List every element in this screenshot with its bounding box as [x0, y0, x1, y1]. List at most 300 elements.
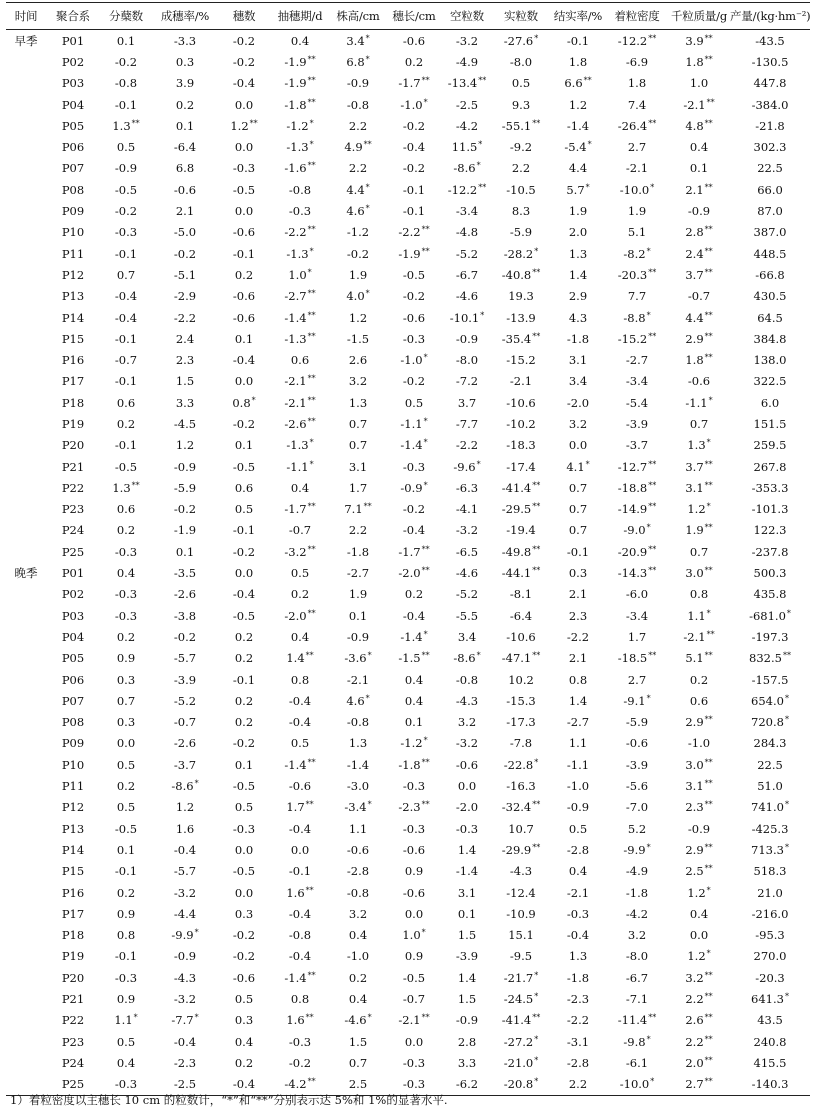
empty-grains-cell: -6.2	[442, 1074, 492, 1096]
season-cell	[6, 264, 46, 285]
panicle-length-cell: -1.4*	[400, 438, 428, 453]
filled-grains-cell: -15.2	[506, 353, 536, 368]
table-body	[6, 30, 810, 1096]
seed-setting-rate-cell: -1.8	[566, 331, 590, 346]
tiller-number-cell: -0.3	[114, 587, 138, 602]
filled-grains-cell: -10.5	[506, 182, 536, 197]
thousand-grain-weight-cell: 0.8	[689, 587, 709, 602]
panicle-number-cell: -0.2	[232, 33, 256, 48]
yield-cell: 713.3*	[751, 842, 789, 857]
panicle-rate-cell: -4.3	[173, 970, 197, 985]
panicle-number-cell: 0.4	[234, 1034, 254, 1049]
panicle-number-cell: 0.1	[234, 438, 254, 453]
plant-height-cell: 6.8*	[346, 54, 370, 69]
panicle-rate-cell: -6.4	[173, 140, 197, 155]
seed-setting-rate-cell: 2.9	[568, 289, 588, 304]
filled-grains-cell: -10.9	[506, 906, 536, 921]
heading-date-cell: 0.4	[290, 480, 310, 495]
table-row	[6, 435, 810, 456]
panicle-length-cell: -1.2*	[400, 736, 428, 751]
heading-date-cell: 0.4	[290, 33, 310, 48]
panicle-rate-cell: 1.2	[175, 438, 195, 453]
panicle-length-cell: -0.6	[402, 885, 426, 900]
table-row	[6, 264, 810, 285]
empty-grains-cell: -6.3	[455, 480, 479, 495]
filled-grains-cell: -35.4**	[501, 331, 541, 346]
yield-cell: -95.3	[755, 928, 785, 943]
cluster-cell: P10	[61, 225, 85, 240]
heading-date-cell: -2.6**	[284, 416, 316, 431]
tiller-number-cell: 0.9	[116, 651, 136, 666]
yield-cell: 720.8*	[751, 715, 789, 730]
significance-mark: *	[367, 800, 372, 810]
filled-grains-cell: 15.1	[508, 928, 534, 943]
significance-mark: **	[648, 331, 657, 341]
panicle-rate-cell: -0.9	[173, 949, 197, 964]
significance-mark: *	[194, 1013, 199, 1023]
significance-mark: *	[784, 992, 789, 1001]
heading-date-cell: -0.4	[288, 949, 312, 964]
yield-cell: 122.3	[753, 523, 787, 538]
cluster-cell: P18	[61, 395, 85, 410]
panicle-number-cell: -0.6	[232, 310, 256, 325]
table-row	[6, 924, 810, 945]
significance-mark: **	[532, 800, 541, 810]
panicle-rate-cell: -2.6	[173, 587, 197, 602]
significance-mark: **	[307, 225, 316, 235]
panicle-number-cell: 0.1	[234, 757, 254, 772]
panicle-rate-cell: 0.3	[175, 54, 195, 69]
panicle-rate-cell: 0.1	[175, 118, 195, 133]
season-cell	[6, 456, 46, 477]
significance-mark: *	[194, 928, 199, 938]
significance-mark: **	[704, 842, 713, 852]
thousand-grain-weight-cell: 2.9**	[685, 331, 713, 346]
heading-date-cell: -0.4	[288, 715, 312, 730]
significance-mark: **	[478, 76, 487, 86]
cluster-cell: P20	[61, 970, 85, 985]
table-row	[6, 328, 810, 349]
significance-mark: **	[704, 225, 713, 235]
seed-setting-rate-cell: -2.2	[566, 1013, 590, 1028]
grain-density-cell: -6.0	[625, 587, 649, 602]
significance-mark: **	[307, 544, 316, 554]
empty-grains-cell: -3.2	[455, 33, 479, 48]
grain-density-cell: -5.4	[625, 395, 649, 410]
yield-cell: -101.3	[751, 502, 789, 517]
empty-grains-cell: -8.6*	[453, 651, 481, 666]
thousand-grain-weight-cell: 2.6**	[685, 1013, 713, 1028]
seed-setting-rate-cell: 0.3	[568, 566, 588, 581]
season-cell	[6, 988, 46, 1009]
season-cell	[6, 1052, 46, 1073]
significance-mark: **	[704, 33, 713, 43]
thousand-grain-weight-cell: 2.3**	[685, 800, 713, 815]
heading-date-cell: 0.8	[290, 672, 310, 687]
cluster-cell: P21	[61, 459, 85, 474]
season-cell	[6, 520, 46, 541]
plant-height-cell: 1.7	[348, 480, 368, 495]
yield-cell: 21.0	[757, 885, 783, 900]
panicle-rate-cell: 1.2	[175, 800, 195, 815]
cluster-cell: P03	[61, 608, 85, 623]
panicle-rate-cell: -3.5	[173, 566, 197, 581]
panicle-number-cell: 0.2	[234, 651, 254, 666]
panicle-rate-cell: -3.9	[173, 672, 197, 687]
plant-height-cell: 1.2	[348, 310, 368, 325]
seed-setting-rate-cell: -2.8	[566, 842, 590, 857]
empty-grains-cell: -12.2**	[447, 182, 487, 197]
panicle-rate-cell: -0.6	[173, 182, 197, 197]
cluster-cell: P05	[61, 118, 85, 133]
season-cell	[6, 541, 46, 562]
significance-mark: *	[478, 140, 483, 150]
significance-mark: **	[421, 225, 430, 235]
significance-mark: **	[131, 480, 140, 490]
empty-grains-cell: -2.0	[455, 800, 479, 815]
panicle-length-cell: -0.3	[402, 1055, 426, 1070]
panicle-rate-cell: 0.2	[175, 97, 195, 112]
panicle-length-cell: 0.0	[404, 1034, 424, 1049]
filled-grains-cell: -16.3	[506, 779, 536, 794]
season-cell	[6, 775, 46, 796]
season-cell	[6, 73, 46, 94]
cluster-cell: P05	[61, 651, 85, 666]
significance-mark: *	[309, 438, 314, 448]
tiller-number-cell: 1.3**	[112, 480, 140, 495]
heading-date-cell: -1.3**	[284, 331, 316, 346]
yield-cell: -197.3	[751, 629, 789, 644]
grain-density-cell: -14.9**	[617, 502, 657, 517]
yield-cell: -681.0*	[749, 608, 791, 623]
significance-mark: **	[532, 544, 541, 554]
table-row	[6, 222, 810, 243]
grain-density-cell: 1.9	[627, 204, 647, 219]
cluster-cell: P24	[61, 1055, 85, 1070]
plant-height-cell: 4.4*	[346, 182, 370, 197]
season-cell	[6, 924, 46, 945]
significance-mark: *	[585, 459, 590, 469]
grain-density-cell: -20.9**	[617, 544, 657, 559]
significance-mark: **	[532, 842, 541, 852]
cluster-cell: P06	[61, 140, 85, 155]
grain-density-cell: -8.2*	[623, 246, 651, 261]
panicle-rate-cell: 0.1	[175, 544, 195, 559]
panicle-length-cell: -2.0**	[398, 566, 430, 581]
filled-grains-cell: -41.4**	[501, 480, 541, 495]
panicle-rate-cell: -0.9	[173, 459, 197, 474]
filled-grains-cell: -6.4	[509, 608, 533, 623]
panicle-length-cell: -1.7**	[398, 76, 430, 91]
yield-cell: 447.8	[753, 76, 787, 91]
panicle-length-cell: -1.0*	[400, 97, 428, 112]
table-row	[6, 988, 810, 1009]
significance-mark: *	[365, 182, 370, 192]
empty-grains-cell: -7.2	[455, 374, 479, 389]
grain-density-cell: -0.6	[625, 736, 649, 751]
header-panicle-length: 穗长/cm	[386, 3, 442, 30]
table-row	[6, 200, 810, 221]
season-cell	[6, 648, 46, 669]
panicle-rate-cell: -4.5	[173, 416, 197, 431]
panicle-rate-cell: 1.5	[175, 374, 195, 389]
heading-date-cell: 1.6**	[286, 1013, 314, 1028]
significance-mark: *	[786, 608, 791, 618]
significance-mark: *	[423, 353, 428, 363]
significance-mark: **	[532, 1013, 541, 1023]
plant-height-cell: 4.0*	[346, 289, 370, 304]
filled-grains-cell: -21.0*	[503, 1055, 539, 1070]
cluster-cell: P15	[61, 331, 85, 346]
panicle-number-cell: -0.1	[232, 246, 256, 261]
significance-mark: *	[367, 651, 372, 661]
table-row	[6, 861, 810, 882]
seed-setting-rate-cell: -0.1	[566, 33, 590, 48]
table-row	[6, 477, 810, 498]
panicle-length-cell: -0.1	[402, 182, 426, 197]
header-filled-grains: 实粒数	[492, 3, 550, 30]
tiller-number-cell: 0.5	[116, 1034, 136, 1049]
yield-cell: -140.3	[730, 1074, 810, 1096]
filled-grains-cell: 0.5	[511, 76, 531, 91]
panicle-length-cell: -0.2	[402, 502, 426, 517]
thousand-grain-weight-cell: -0.9	[687, 204, 711, 219]
cluster-cell: P17	[61, 906, 85, 921]
significance-mark: **	[532, 566, 541, 576]
filled-grains-cell: -27.2*	[503, 1034, 539, 1049]
heading-date-cell: -0.4	[288, 821, 312, 836]
yield-cell: 654.0*	[751, 693, 789, 708]
panicle-number-cell: 0.3	[234, 1013, 254, 1028]
season-cell	[6, 349, 46, 370]
table-row	[6, 541, 810, 562]
header-heading-date: 抽穗期/d	[270, 3, 330, 30]
panicle-number-cell: -0.4	[232, 587, 256, 602]
panicle-number-cell: 0.3	[234, 906, 254, 921]
tiller-number-cell: -0.1	[114, 374, 138, 389]
seed-setting-rate-cell: 0.4	[568, 864, 588, 879]
filled-grains-cell: 19.3	[508, 289, 534, 304]
panicle-rate-cell: -0.4	[173, 1034, 197, 1049]
significance-mark: **	[532, 118, 541, 128]
filled-grains-cell: -17.4	[506, 459, 536, 474]
filled-grains-cell: 10.7	[508, 821, 534, 836]
filled-grains-cell: -41.4**	[501, 1013, 541, 1028]
table-row	[6, 136, 810, 157]
significance-mark: *	[784, 800, 789, 810]
heading-date-cell: 1.6**	[286, 885, 314, 900]
yield-cell: 448.5	[753, 246, 787, 261]
season-cell	[6, 115, 46, 136]
plant-height-cell: 0.4	[348, 928, 368, 943]
tiller-number-cell: -0.5	[114, 821, 138, 836]
season-cell	[6, 818, 46, 839]
panicle-rate-cell: -3.2	[173, 885, 197, 900]
filled-grains-cell: -17.3	[506, 715, 536, 730]
plant-height-cell: 2.2	[348, 161, 368, 176]
plant-height-cell: -4.6*	[344, 1013, 372, 1028]
tiller-number-cell: 0.5	[116, 800, 136, 815]
significance-mark: **	[421, 246, 430, 256]
season-cell	[6, 903, 46, 924]
panicle-length-cell: -2.3**	[398, 800, 430, 815]
plant-height-cell: 0.7	[348, 1055, 368, 1070]
significance-mark: *	[367, 1013, 372, 1023]
empty-grains-cell: -4.9	[455, 54, 479, 69]
empty-grains-cell: -8.0	[455, 353, 479, 368]
heading-date-cell: 0.2	[290, 587, 310, 602]
seed-setting-rate-cell: 1.4	[568, 693, 588, 708]
thousand-grain-weight-cell: 0.4	[689, 906, 709, 921]
tiller-number-cell: 0.8	[116, 928, 136, 943]
significance-mark: *	[646, 310, 651, 320]
empty-grains-cell: -4.6	[455, 289, 479, 304]
yield-cell: 151.5	[753, 416, 787, 431]
panicle-number-cell: 0.2	[234, 629, 254, 644]
plant-height-cell: 0.2	[348, 970, 368, 985]
panicle-length-cell: -1.5**	[398, 651, 430, 666]
grain-density-cell: 2.7	[627, 140, 647, 155]
heading-date-cell: -1.7**	[284, 502, 316, 517]
yield-cell: 384.8	[753, 331, 787, 346]
significance-mark: **	[307, 331, 316, 341]
cluster-cell: P11	[61, 246, 85, 261]
seed-setting-rate-cell: -0.3	[566, 906, 590, 921]
grain-density-cell: -2.7	[625, 353, 649, 368]
thousand-grain-weight-cell: 0.7	[689, 544, 709, 559]
heading-date-cell: 0.5	[290, 736, 310, 751]
yield-cell: 22.5	[757, 757, 783, 772]
panicle-length-cell: 0.1	[404, 715, 424, 730]
empty-grains-cell: -3.2	[455, 736, 479, 751]
filled-grains-cell: -20.8*	[492, 1074, 550, 1096]
panicle-length-cell: 0.0	[404, 906, 424, 921]
panicle-number-cell: 0.2	[234, 267, 254, 282]
grain-density-cell: 1.8	[627, 76, 647, 91]
season-cell: 晚季	[14, 566, 38, 581]
significance-mark: **	[307, 54, 316, 64]
thousand-grain-weight-cell: 1.2*	[687, 885, 711, 900]
cluster-cell: P10	[61, 757, 85, 772]
cluster-cell: P16	[61, 353, 85, 368]
table-row	[6, 1010, 810, 1031]
panicle-length-cell: -0.6	[402, 33, 426, 48]
table-row	[6, 413, 810, 434]
tiller-number-cell: 0.7	[116, 693, 136, 708]
significance-mark: **	[704, 353, 713, 363]
empty-grains-cell: 11.5*	[451, 140, 483, 155]
tiller-number-cell: 0.2	[116, 416, 136, 431]
significance-mark: **	[532, 267, 541, 277]
table-row	[6, 286, 810, 307]
season-cell	[6, 179, 46, 200]
thousand-grain-weight-cell: -1.0	[687, 736, 711, 751]
panicle-number-cell: -0.5	[232, 779, 256, 794]
significance-mark: **	[704, 246, 713, 256]
panicle-length-cell: -1.0*	[400, 353, 428, 368]
heading-date-cell: 0.8	[290, 992, 310, 1006]
thousand-grain-weight-cell: 4.8**	[685, 118, 713, 133]
tiller-number-cell: -0.2	[114, 204, 138, 219]
plant-height-cell: -0.6	[346, 842, 370, 857]
significance-mark: **	[421, 757, 430, 767]
plant-height-cell: -3.4*	[344, 800, 372, 815]
season-cell: 早季	[14, 33, 38, 48]
filled-grains-cell: -10.2	[506, 416, 536, 431]
season-cell	[6, 222, 46, 243]
panicle-number-cell: 0.0	[234, 140, 254, 155]
plant-height-cell: 0.4	[348, 992, 368, 1006]
yield-cell: 267.8	[753, 459, 787, 474]
cluster-cell: P07	[61, 693, 85, 708]
season-cell	[6, 243, 46, 264]
panicle-number-cell: -0.2	[232, 544, 256, 559]
thousand-grain-weight-cell: 4.4**	[685, 310, 713, 325]
season-cell	[6, 435, 46, 456]
table-row	[6, 669, 810, 690]
seed-setting-rate-cell: 4.1*	[566, 459, 590, 474]
yield-cell: 43.5	[757, 1013, 783, 1028]
panicle-rate-cell: -3.8	[173, 608, 197, 623]
cluster-cell: P21	[61, 992, 85, 1006]
empty-grains-cell: 3.2	[457, 715, 477, 730]
cluster-cell: P08	[61, 182, 85, 197]
season-cell	[6, 307, 46, 328]
tiller-number-cell: 0.4	[116, 566, 136, 581]
panicle-rate-cell: -7.7*	[171, 1013, 199, 1028]
significance-mark: **	[305, 885, 314, 895]
significance-mark: **	[704, 1055, 713, 1065]
yield-cell: 270.0	[753, 949, 787, 964]
panicle-number-cell: -0.3	[232, 821, 256, 836]
empty-grains-cell: -2.5	[455, 97, 479, 112]
significance-mark: **	[307, 289, 316, 299]
grain-density-cell: -8.0	[625, 949, 649, 964]
significance-mark: **	[421, 76, 430, 86]
significance-mark: **	[307, 161, 316, 171]
tiller-number-cell: 0.5	[116, 140, 136, 155]
tiller-number-cell: -0.1	[114, 97, 138, 112]
plant-height-cell: 3.1	[348, 459, 368, 474]
significance-mark: *	[309, 246, 314, 256]
significance-mark: *	[706, 608, 711, 618]
grain-density-cell: -2.1	[625, 161, 649, 176]
seed-setting-rate-cell: 0.7	[568, 480, 588, 495]
plant-height-cell: 0.7	[348, 416, 368, 431]
panicle-rate-cell: 1.6	[175, 821, 195, 836]
panicle-rate-cell: -0.2	[173, 246, 197, 261]
cluster-cell: P13	[61, 289, 85, 304]
seed-setting-rate-cell: -2.3	[566, 992, 590, 1006]
heading-date-cell: -0.8	[288, 928, 312, 943]
plant-height-cell: -0.2	[346, 246, 370, 261]
significance-mark: **	[704, 459, 713, 469]
filled-grains-cell: -19.4	[506, 523, 536, 538]
season-cell	[6, 413, 46, 434]
yield-cell: -43.5	[755, 33, 785, 48]
cluster-cell: P08	[61, 715, 85, 730]
heading-date-cell: -1.3*	[286, 140, 314, 155]
significance-mark: *	[534, 992, 539, 1001]
cluster-cell: P17	[61, 374, 85, 389]
seed-setting-rate-cell: 0.5	[568, 821, 588, 836]
significance-mark: *	[365, 204, 370, 214]
significance-mark: **	[363, 140, 372, 150]
empty-grains-cell: 2.8	[457, 1034, 477, 1049]
seed-setting-rate-cell: 2.1	[568, 587, 588, 602]
empty-grains-cell: -1.4	[455, 864, 479, 879]
panicle-number-cell: -0.6	[232, 225, 256, 240]
